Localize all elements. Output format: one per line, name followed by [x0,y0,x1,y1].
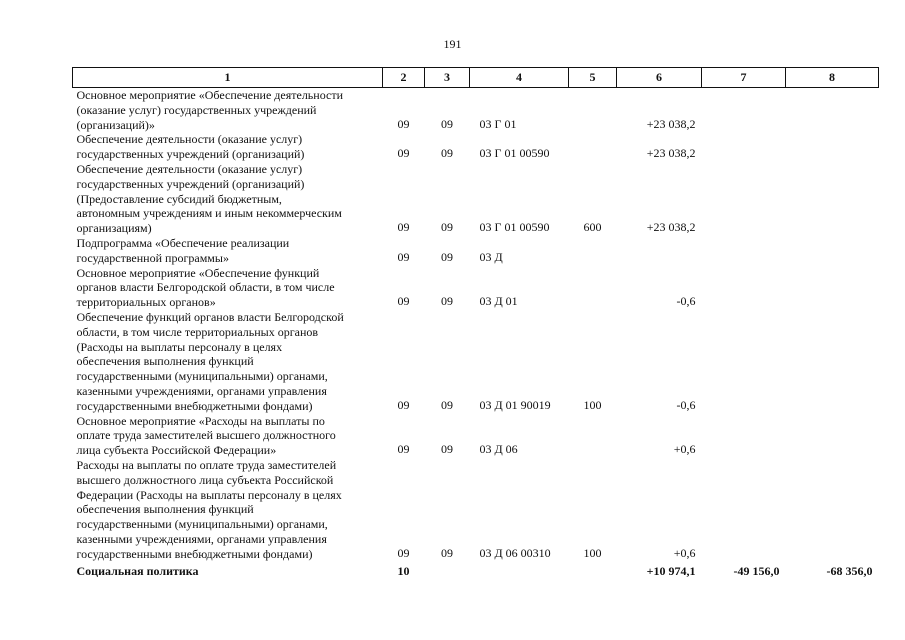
amount-col6: +23 038,2 [646,146,696,161]
section-code: 09 [397,116,410,131]
expense-type-code [569,236,617,266]
table-body [73,88,879,579]
expense-type-code: 100 [583,397,602,412]
section-code: 09 [397,294,410,309]
section-code: 09 [397,220,410,235]
column-header: 6 [617,68,702,88]
description-line: государственными (муниципальными) органами, [76,517,328,532]
expense-type-code: 100 [583,545,602,560]
table-row [73,458,879,562]
subsection-code: 09 [441,116,453,131]
amount-col8 [786,132,879,162]
row-description [73,310,383,414]
amount-col6: +0,6 [673,442,696,457]
description-line: государственной программы» [76,250,229,265]
total-subsection-code [425,562,470,579]
description-line: Основное мероприятие «Расходы на выплаты по [76,413,325,428]
total-amount-col7: -49 156,0 [733,563,780,578]
description-line: государственными (муниципальными) органами, [76,369,328,384]
target-article-code: 03 Д [479,249,503,264]
amount-col6: +23 038,2 [646,220,696,235]
subsection-code: 09 [441,545,453,560]
description-line: государственных учреждений (организаций) [76,176,305,191]
amount-col6: -0,6 [676,294,696,309]
description-line: государственных учреждений (организаций) [76,147,305,162]
total-row [73,562,879,579]
description-line: (Предоставление субсидий бюджетным, [76,191,282,206]
total-target-code [470,562,569,579]
description-line: казенными учреждениями, органами управления [76,383,327,398]
total-label: Социальная политика [76,563,199,578]
column-header: 5 [569,68,617,88]
target-article-code: 03 Д 06 00310 [479,545,551,560]
amount-col7 [702,310,786,414]
total-amount-col6: +10 974,1 [646,563,696,578]
amount-col6: +0,6 [673,545,696,560]
amount-col8 [786,236,879,266]
description-line: Подпрограмма «Обеспечение реализации [76,235,290,250]
description-line: Обеспечение функций органов власти Белгородской [76,309,344,324]
target-article-code: 03 Г 01 00590 [479,146,550,161]
table-row [73,88,879,133]
section-code: 09 [397,249,410,264]
description-line: Обеспечение деятельности (оказание услуг) [76,132,303,147]
row-description [73,162,383,236]
amount-col8 [786,458,879,562]
target-article-code: 03 Д 06 [479,442,518,457]
description-line: государственными внебюджетными фондами) [76,546,313,561]
amount-col7 [702,236,786,266]
section-code: 09 [397,146,410,161]
description-line: казенными учреждениями, органами управления [76,531,327,546]
description-line: Обеспечение деятельности (оказание услуг) [76,161,303,176]
description-line: Основное мероприятие «Обеспечение функций [76,265,320,280]
description-line: органов власти Белгородской области, в том числе [76,280,335,295]
row-description [73,88,383,133]
description-line: высшего должностного лица субъекта Российской [76,472,334,487]
amount-col7 [702,458,786,562]
description-line: организациям) [76,221,152,236]
description-line: лица субъекта Российской Федерации» [76,443,277,458]
amount-col8 [786,266,879,310]
amount-col6 [617,236,702,266]
table-row [73,236,879,266]
expense-type-code [569,414,617,458]
amount-col7 [702,162,786,236]
column-header: 8 [786,68,879,88]
description-line: Федерации (Расходы на выплаты персоналу в целях [76,487,342,502]
total-amount-col8: -68 356,0 [826,563,873,578]
description-line: (Расходы на выплаты персоналу в целях [76,339,283,354]
description-line: (организаций)» [76,117,155,132]
amount-col7 [702,132,786,162]
row-description [73,236,383,266]
subsection-code: 09 [441,397,453,412]
table-row [73,132,879,162]
description-line: территориальных органов» [76,295,216,310]
budget-table [72,67,879,578]
subsection-code: 09 [441,294,453,309]
column-header: 7 [702,68,786,88]
description-line: (оказание услуг) государственных учреждений [76,102,317,117]
column-header: 2 [383,68,425,88]
row-description [73,414,383,458]
amount-col8 [786,162,879,236]
description-line: обеспечения выполнения функций [76,354,254,369]
subsection-code: 09 [441,220,453,235]
header-row [73,68,879,88]
target-article-code: 03 Д 01 [479,294,518,309]
table-row [73,162,879,236]
description-line: государственными внебюджетными фондами) [76,398,313,413]
target-article-code: 03 Г 01 00590 [479,220,550,235]
description-line: Основное мероприятие «Обеспечение деятельности [76,88,343,102]
table-row [73,310,879,414]
section-code: 09 [397,545,410,560]
table-row [73,414,879,458]
expense-type-code [569,132,617,162]
column-header: 3 [425,68,470,88]
amount-col8 [786,310,879,414]
target-article-code: 03 Д 01 90019 [479,397,551,412]
expense-type-code: 600 [583,220,602,235]
amount-col7 [702,414,786,458]
description-line: автономным учреждениям и иным некоммерческим [76,206,342,221]
amount-col6: +23 038,2 [646,116,696,131]
description-line: обеспечения выполнения функций [76,502,254,517]
amount-col6: -0,6 [676,397,696,412]
column-header: 1 [73,68,383,88]
page-number: 191 [443,37,462,51]
description-line: оплате труда заместителей высшего должностного [76,428,336,443]
row-description [73,132,383,162]
amount-col7 [702,266,786,310]
description-line: области, в том числе территориальных органов [76,324,319,339]
subsection-code: 09 [441,442,453,457]
amount-col8 [786,414,879,458]
table-row [73,266,879,310]
expense-type-code [569,88,617,133]
expense-type-code [569,266,617,310]
subsection-code: 09 [441,146,453,161]
column-header: 4 [470,68,569,88]
total-expense-code [569,562,617,579]
total-section-code: 10 [397,563,410,578]
section-code: 09 [397,397,410,412]
amount-col7 [702,88,786,133]
row-description [73,458,383,562]
description-line: Расходы на выплаты по оплате труда заместителей [76,457,337,472]
target-article-code: 03 Г 01 [479,116,517,131]
row-description [73,266,383,310]
subsection-code: 09 [441,249,453,264]
amount-col8 [786,88,879,133]
section-code: 09 [397,442,410,457]
